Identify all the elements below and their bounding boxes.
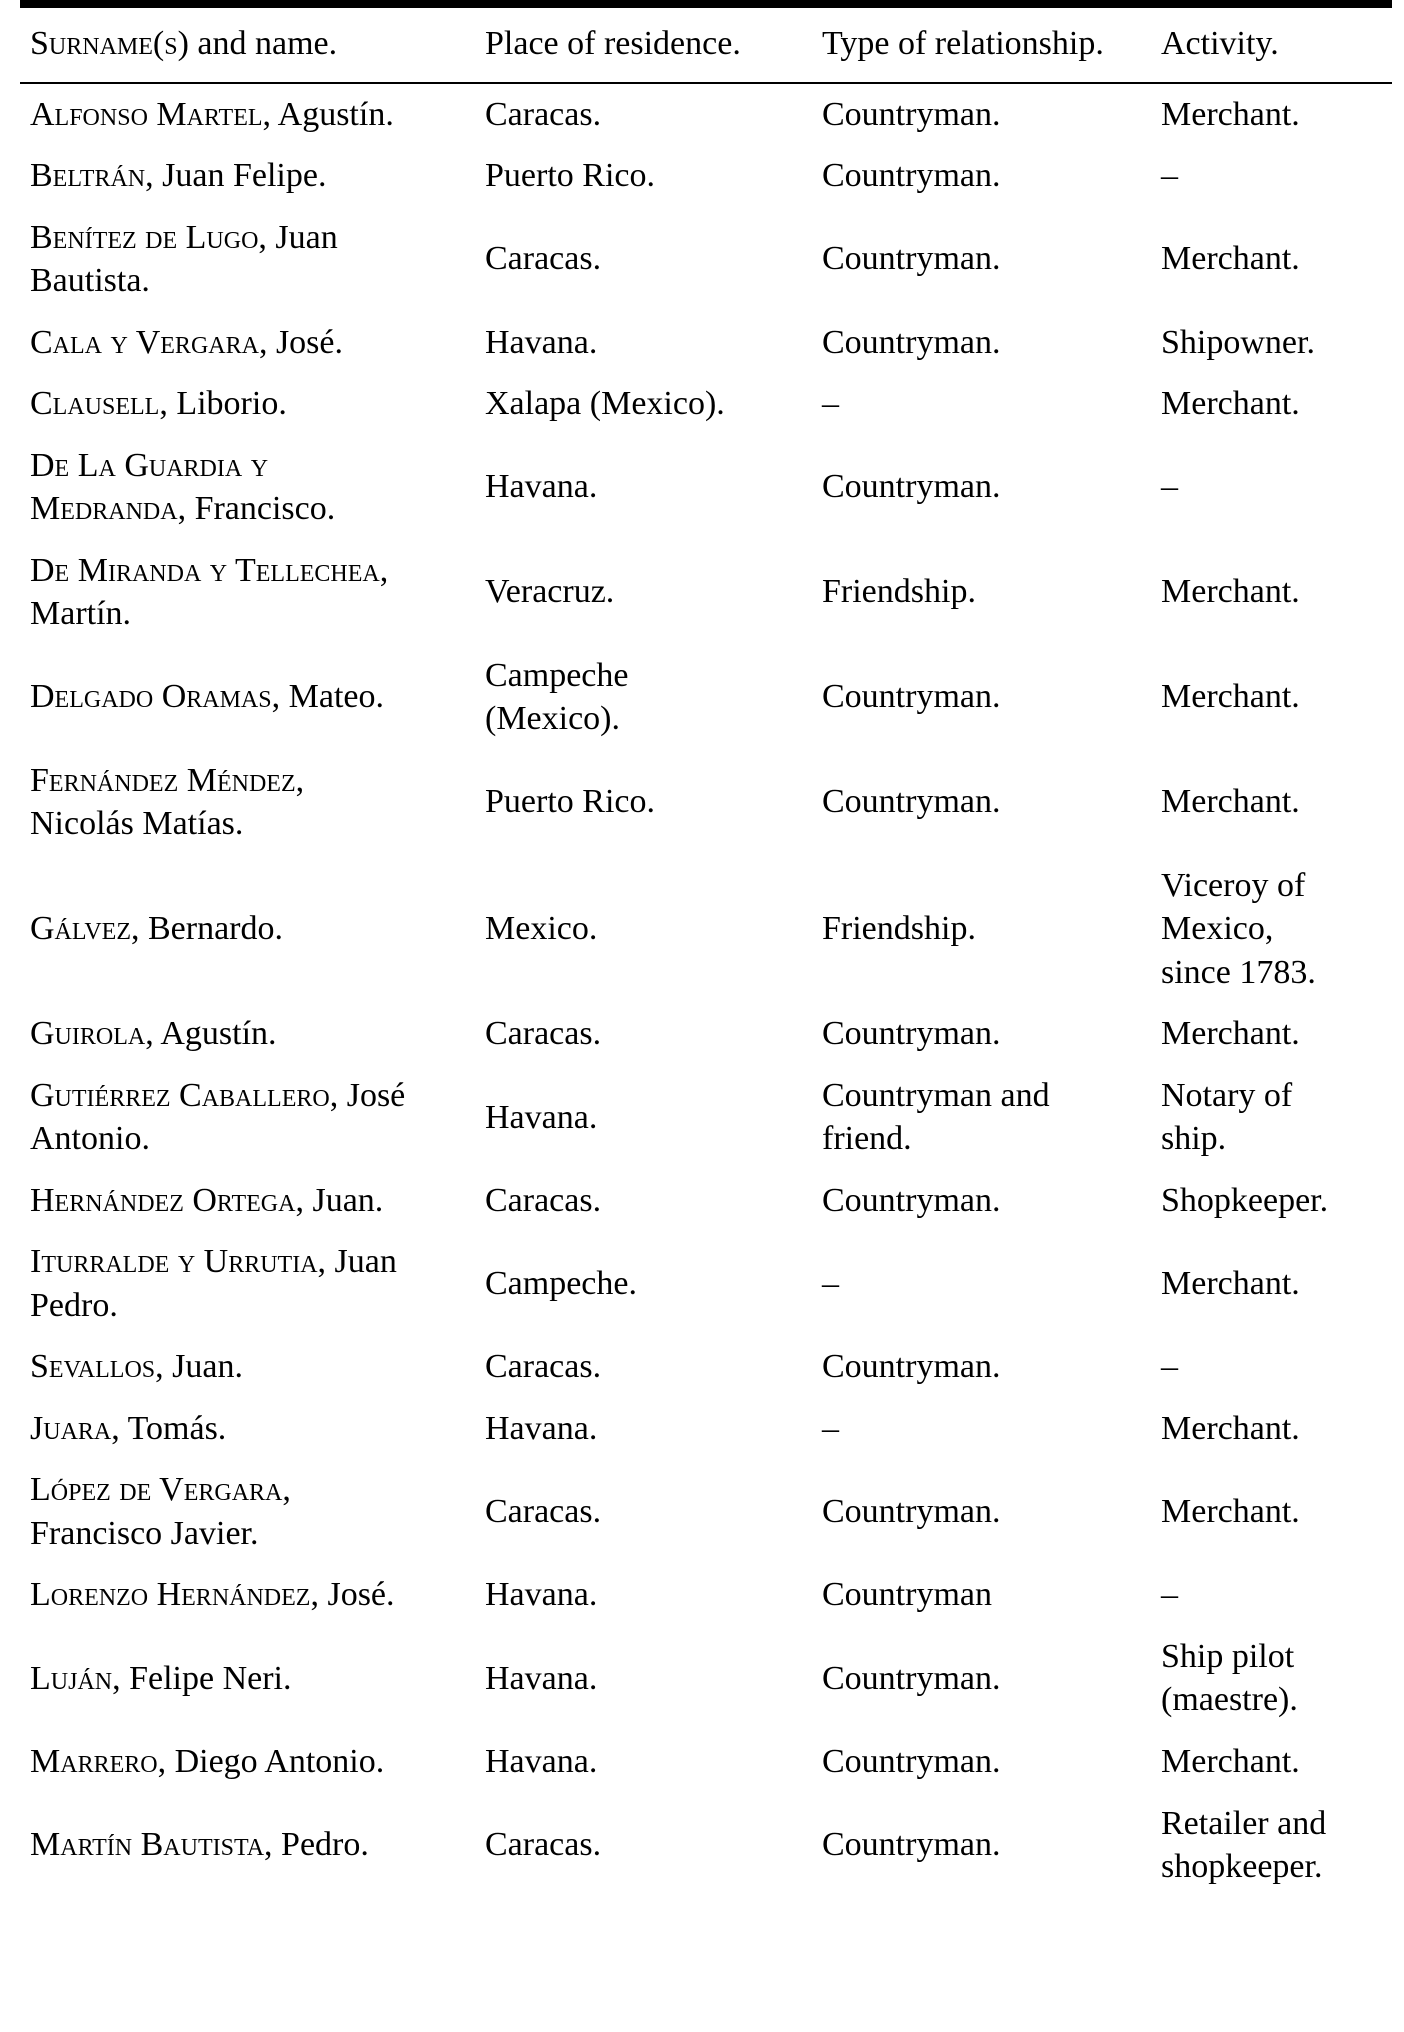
person-name-cell bbox=[20, 645, 475, 750]
person-name-cell bbox=[20, 1626, 475, 1731]
activity-cell: Retailer and shopkeeper. bbox=[1161, 1804, 1327, 1886]
relationship-type-cell: – bbox=[822, 1409, 839, 1447]
table-row bbox=[20, 1398, 1392, 1460]
person-name-cell bbox=[20, 750, 475, 855]
person-given-name: , Francisco Javier. bbox=[30, 1471, 291, 1552]
person-surname: Gálvez bbox=[30, 910, 131, 948]
relationship-type-cell: Countryman. bbox=[822, 1493, 1001, 1531]
person-surname: Alfonso Martel bbox=[30, 95, 263, 133]
person-name-cell bbox=[20, 435, 475, 540]
place-of-residence-cell: Puerto Rico. bbox=[485, 157, 655, 195]
table-row bbox=[20, 435, 1392, 540]
activity-cell: Merchant. bbox=[1161, 1742, 1300, 1780]
person-surname: Benítez de Lugo bbox=[30, 218, 259, 256]
person-surname: Iturralde y Urrutia bbox=[30, 1243, 318, 1281]
place-of-residence-cell: Caracas. bbox=[485, 1493, 602, 1531]
person-name-cell bbox=[20, 1564, 475, 1626]
person-given-name: , Pedro. bbox=[264, 1826, 369, 1864]
activity-cell: Merchant. bbox=[1161, 678, 1300, 716]
person-name-cell bbox=[20, 312, 475, 374]
place-of-residence-cell: Havana. bbox=[485, 1098, 598, 1136]
activity-cell: Merchant. bbox=[1161, 95, 1300, 133]
table-row bbox=[20, 1731, 1392, 1793]
place-of-residence-cell: Havana. bbox=[485, 1742, 598, 1780]
relationship-type-cell: Countryman. bbox=[822, 1659, 1001, 1697]
person-given-name: , Juan. bbox=[295, 1181, 384, 1219]
header-row bbox=[20, 8, 1392, 83]
person-surname: Marrero bbox=[30, 1742, 158, 1780]
relationship-type-cell: Countryman and friend. bbox=[822, 1076, 1050, 1158]
person-name-cell bbox=[20, 1003, 475, 1065]
column-header-surname-and-name bbox=[20, 8, 475, 83]
place-of-residence-cell: Caracas. bbox=[485, 1348, 602, 1386]
relationship-type-cell: Countryman. bbox=[822, 678, 1001, 716]
person-given-name: , Tomás. bbox=[111, 1409, 227, 1447]
person-name-cell bbox=[20, 1459, 475, 1564]
person-name-cell bbox=[20, 1170, 475, 1232]
table-row bbox=[20, 207, 1392, 312]
person-surname: Cala y Vergara bbox=[30, 323, 259, 361]
contacts-table bbox=[20, 8, 1392, 1898]
person-surname: Luján bbox=[30, 1659, 113, 1697]
person-given-name: , Agustín. bbox=[262, 95, 394, 133]
table-row bbox=[20, 1170, 1392, 1232]
activity-cell: Shipowner. bbox=[1161, 323, 1315, 361]
place-of-residence-cell: Mexico. bbox=[485, 910, 598, 948]
place-of-residence-cell: Caracas. bbox=[485, 1015, 602, 1053]
person-given-name: , Francisco. bbox=[177, 490, 336, 528]
person-surname: López de Vergara bbox=[30, 1471, 283, 1509]
column-header-surname-smallcaps: Surname(s) bbox=[30, 25, 189, 62]
person-name-cell bbox=[20, 145, 475, 207]
activity-cell: Ship pilot (maestre). bbox=[1161, 1637, 1298, 1719]
relationship-type-cell: Countryman. bbox=[822, 323, 1001, 361]
relationship-type-cell: Countryman bbox=[822, 1576, 992, 1614]
place-of-residence-cell: Caracas. bbox=[485, 95, 602, 133]
place-of-residence-cell: Havana. bbox=[485, 1409, 598, 1447]
activity-cell: – bbox=[1161, 468, 1178, 506]
person-given-name: , Juan Bautista. bbox=[30, 218, 338, 300]
table-header bbox=[20, 8, 1392, 83]
person-name-cell bbox=[20, 1065, 475, 1170]
person-name-cell bbox=[20, 540, 475, 645]
person-given-name: , Juan. bbox=[155, 1348, 243, 1386]
person-given-name: , Felipe Neri. bbox=[112, 1659, 292, 1697]
person-given-name: , Agustín. bbox=[145, 1015, 277, 1053]
person-surname: De La Guardia y Medranda bbox=[30, 446, 269, 528]
relationship-type-cell: Countryman. bbox=[822, 1742, 1001, 1780]
place-of-residence-cell: Havana. bbox=[485, 323, 598, 361]
activity-cell: Merchant. bbox=[1161, 1493, 1300, 1531]
person-name-cell bbox=[20, 207, 475, 312]
person-surname: Fernández Méndez bbox=[30, 761, 296, 799]
relationship-type-cell: Countryman. bbox=[822, 157, 1001, 195]
activity-cell: Merchant. bbox=[1161, 573, 1300, 611]
activity-cell: Notary of ship. bbox=[1161, 1076, 1293, 1158]
activity-cell: – bbox=[1161, 1576, 1178, 1614]
relationship-type-cell: Countryman. bbox=[822, 1181, 1001, 1219]
person-surname: De Miranda y Tellechea bbox=[30, 551, 380, 589]
table-row bbox=[20, 1231, 1392, 1336]
place-of-residence-cell: Campeche. bbox=[485, 1265, 637, 1303]
person-name-cell bbox=[20, 1731, 475, 1793]
relationship-type-cell: Countryman. bbox=[822, 1826, 1001, 1864]
person-surname: Gutiérrez Caballero bbox=[30, 1076, 330, 1114]
place-of-residence-cell: Caracas. bbox=[485, 1181, 602, 1219]
table-row bbox=[20, 312, 1392, 374]
place-of-residence-cell: Puerto Rico. bbox=[485, 783, 655, 821]
relationship-type-cell: – bbox=[822, 385, 839, 423]
table-row bbox=[20, 1793, 1392, 1898]
person-surname: Clausell bbox=[30, 385, 160, 423]
person-given-name: , José Antonio. bbox=[30, 1076, 406, 1158]
relationship-type-cell: Countryman. bbox=[822, 468, 1001, 506]
table-row bbox=[20, 145, 1392, 207]
table-row bbox=[20, 1065, 1392, 1170]
table-row bbox=[20, 1336, 1392, 1398]
activity-cell: Shopkeeper. bbox=[1161, 1181, 1329, 1219]
person-given-name: , Juan Felipe. bbox=[145, 157, 327, 195]
relationship-type-cell: Friendship. bbox=[822, 910, 976, 948]
person-name-cell bbox=[20, 373, 475, 435]
person-given-name: , José. bbox=[258, 323, 344, 361]
activity-cell: Merchant. bbox=[1161, 240, 1300, 278]
person-name-cell bbox=[20, 83, 475, 146]
activity-cell: Merchant. bbox=[1161, 1015, 1300, 1053]
activity-cell: Merchant. bbox=[1161, 385, 1300, 423]
place-of-residence-cell: Veracruz. bbox=[485, 573, 615, 611]
table-row bbox=[20, 83, 1392, 146]
person-given-name: , Diego Antonio. bbox=[157, 1742, 385, 1780]
activity-cell: – bbox=[1161, 1348, 1178, 1386]
top-rule bbox=[20, 0, 1392, 8]
activity-cell: Viceroy of Mexico, since 1783. bbox=[1161, 866, 1316, 991]
table-row bbox=[20, 645, 1392, 750]
person-given-name: , José. bbox=[310, 1576, 395, 1614]
column-header-activity: Activity. bbox=[1151, 8, 1392, 83]
table-body bbox=[20, 83, 1392, 1898]
place-of-residence-cell: Caracas. bbox=[485, 1826, 602, 1864]
relationship-type-cell: Countryman. bbox=[822, 240, 1001, 278]
table-row bbox=[20, 1564, 1392, 1626]
activity-cell: Merchant. bbox=[1161, 783, 1300, 821]
activity-cell: Merchant. bbox=[1161, 1409, 1300, 1447]
table-row bbox=[20, 373, 1392, 435]
person-given-name: , Juan Pedro. bbox=[30, 1243, 397, 1324]
person-name-cell bbox=[20, 1231, 475, 1336]
person-surname: Beltrán bbox=[30, 157, 146, 195]
table-row bbox=[20, 1459, 1392, 1564]
place-of-residence-cell: Havana. bbox=[485, 1659, 598, 1697]
place-of-residence-cell: Caracas. bbox=[485, 240, 602, 278]
person-surname: Sevallos bbox=[30, 1348, 156, 1386]
table-row bbox=[20, 540, 1392, 645]
table-row bbox=[20, 1626, 1392, 1731]
person-name-cell bbox=[20, 855, 475, 1004]
column-header-surname-rest: and name. bbox=[188, 25, 338, 62]
place-of-residence-cell: Havana. bbox=[485, 1576, 598, 1614]
person-given-name: , Mateo. bbox=[271, 678, 384, 716]
place-of-residence-cell: Xalapa (Mexico). bbox=[485, 385, 725, 423]
column-header-relationship: Type of relationship. bbox=[812, 8, 1151, 83]
person-surname: Guirola bbox=[30, 1015, 146, 1053]
place-of-residence-cell: Havana. bbox=[485, 468, 598, 506]
activity-cell: Merchant. bbox=[1161, 1265, 1300, 1303]
person-given-name: , Martín. bbox=[30, 551, 389, 633]
person-given-name: , Nicolás Matías. bbox=[30, 761, 305, 843]
relationship-type-cell: – bbox=[822, 1265, 839, 1303]
table-row bbox=[20, 1003, 1392, 1065]
relationship-type-cell: Countryman. bbox=[822, 783, 1001, 821]
person-name-cell bbox=[20, 1336, 475, 1398]
relationship-type-cell: Countryman. bbox=[822, 1348, 1001, 1386]
table-row bbox=[20, 750, 1392, 855]
column-header-place: Place of residence. bbox=[475, 8, 812, 83]
person-given-name: , Liborio. bbox=[159, 385, 287, 423]
person-surname: Martín Bautista bbox=[30, 1826, 265, 1864]
relationship-type-cell: Friendship. bbox=[822, 573, 976, 611]
place-of-residence-cell: Campeche (Mexico). bbox=[485, 656, 629, 738]
table-row bbox=[20, 855, 1392, 1004]
person-name-cell bbox=[20, 1398, 475, 1460]
person-name-cell bbox=[20, 1793, 475, 1898]
person-surname: Lorenzo Hernández bbox=[30, 1576, 311, 1614]
person-surname: Juara bbox=[30, 1409, 112, 1447]
activity-cell: – bbox=[1161, 157, 1178, 195]
person-surname: Delgado Oramas bbox=[30, 678, 272, 716]
relationship-type-cell: Countryman. bbox=[822, 1015, 1001, 1053]
person-given-name: , Bernardo. bbox=[131, 910, 284, 948]
relationship-type-cell: Countryman. bbox=[822, 95, 1001, 133]
person-surname: Hernández Ortega bbox=[30, 1181, 296, 1219]
